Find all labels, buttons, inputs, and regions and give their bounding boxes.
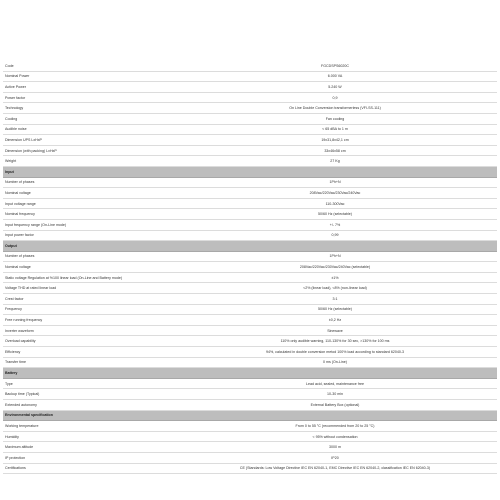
section-title: Environmental specification [3, 410, 497, 421]
spec-value: 6.000 VA [173, 71, 497, 82]
spec-value: 27 Kg [173, 156, 497, 167]
spec-value: < 95% without condensation [173, 431, 497, 442]
spec-row [3, 198, 497, 209]
spec-value: 50/60 Hz (selectable) [173, 304, 497, 315]
spec-row [3, 156, 497, 167]
spec-row [3, 230, 497, 241]
spec-value: IP20 [173, 452, 497, 463]
spec-value: Sinewave [173, 325, 497, 336]
spec-value: 5.240 W [173, 82, 497, 93]
spec-value: 1Ph+N [173, 177, 497, 188]
spec-label: Humidity [3, 431, 173, 442]
spec-value: 10-30 min [173, 389, 497, 400]
spec-row [3, 219, 497, 230]
spec-value: 110% only audible warning, 110-130% for 30 sec, >130% for 100 ms [173, 336, 497, 347]
specifications-table-body [3, 61, 497, 474]
spec-row [3, 463, 497, 474]
spec-label: Code [3, 61, 173, 71]
spec-row [3, 336, 497, 347]
spec-row [3, 272, 497, 283]
spec-row [3, 82, 497, 93]
spec-label: Active Power [3, 82, 173, 93]
spec-label: Efficiency [3, 347, 173, 358]
section-header-row [3, 368, 497, 379]
spec-row [3, 421, 497, 432]
spec-value: 0,9 [173, 92, 497, 103]
spec-row [3, 378, 497, 389]
spec-row [3, 103, 497, 114]
spec-value: 50/60 Hz (selectable) [173, 209, 497, 220]
spec-label: Maximum altitude [3, 442, 173, 453]
spec-row [3, 431, 497, 442]
section-header-row [3, 410, 497, 421]
spec-row [3, 135, 497, 146]
spec-value: CE (Standards: Low Voltage Directive IEC EN 62040-1, EMC Directive IEC EN 62040-2, classification IEC EN 62040-3) [173, 463, 497, 474]
spec-row [3, 325, 497, 336]
spec-row [3, 400, 497, 411]
spec-label: Free running frequency [3, 315, 173, 326]
spec-label: Dimension (with packing) LxHxP [3, 145, 173, 156]
spec-value: On Line Double Conversion transformerless (VFI-SS-111) [173, 103, 497, 114]
spec-row [3, 347, 497, 358]
spec-value: <2% (linear load), <8% (non-linear load) [173, 283, 497, 294]
spec-label: Type [3, 378, 173, 389]
spec-row [3, 294, 497, 305]
section-title: Battery [3, 368, 497, 379]
spec-row [3, 177, 497, 188]
spec-row [3, 113, 497, 124]
spec-value: 110-300Vac [173, 198, 497, 209]
spec-sheet [3, 61, 497, 474]
spec-value: 1Ph+N [173, 251, 497, 262]
spec-label: Number of phases [3, 251, 173, 262]
spec-label: Working temperature [3, 421, 173, 432]
spec-row [3, 61, 497, 71]
spec-value: ±1% [173, 272, 497, 283]
spec-value: ±0,2 Hz [173, 315, 497, 326]
spec-label: Nominal voltage [3, 262, 173, 273]
spec-label: Overload capability [3, 336, 173, 347]
spec-value: From 0 to 55 °C (recommended from 20 to 25 °C) [173, 421, 497, 432]
spec-label: Technology [3, 103, 173, 114]
spec-row [3, 262, 497, 273]
spec-label: Transfer time [3, 357, 173, 368]
spec-label: Crest factor [3, 294, 173, 305]
spec-value: Lead acid, sealed, maintenance free [173, 378, 497, 389]
spec-row [3, 188, 497, 199]
spec-label: Nominal Power [3, 71, 173, 82]
spec-row [3, 145, 497, 156]
spec-row [3, 389, 497, 400]
spec-row [3, 124, 497, 135]
spec-label: Power factor [3, 92, 173, 103]
spec-label: Input power factor [3, 230, 173, 241]
spec-value: 208Vac/220Vac/230Vac/240Vac (selectable) [173, 262, 497, 273]
spec-row [3, 357, 497, 368]
spec-label: Backup time (Typical) [3, 389, 173, 400]
section-header-row [3, 241, 497, 252]
spec-label: Input frequency range (On-Line mode) [3, 219, 173, 230]
section-title: Output [3, 241, 497, 252]
section-header-row [3, 166, 497, 177]
spec-label: Weight [3, 156, 173, 167]
spec-label: Static voltage Regulation at %100 linear load (On-Line and Battery mode) [3, 272, 173, 283]
spec-value: 3:1 [173, 294, 497, 305]
spec-label: Audible noise [3, 124, 173, 135]
spec-label: Number of phases [3, 177, 173, 188]
spec-row [3, 452, 497, 463]
spec-row [3, 209, 497, 220]
spec-label: IP protection [3, 452, 173, 463]
spec-row [3, 315, 497, 326]
spec-value: 208Vac/220Vac/230Vac/240Vac [173, 188, 497, 199]
spec-row [3, 304, 497, 315]
spec-row [3, 251, 497, 262]
spec-value: 3000 m [173, 442, 497, 453]
spec-label: Voltage THD at rated linear load [3, 283, 173, 294]
spec-value: < 65 dBA to 1 m [173, 124, 497, 135]
spec-label: Nominal voltage [3, 188, 173, 199]
spec-value: FGCDSPS6020C [173, 61, 497, 71]
spec-row [3, 283, 497, 294]
spec-label: Input voltage range [3, 198, 173, 209]
spec-value: 0 ms (On-Line) [173, 357, 497, 368]
section-title: Input [3, 166, 497, 177]
spec-value: +/- 7% [173, 219, 497, 230]
specifications-table [3, 61, 497, 474]
spec-label: Certifications [3, 463, 173, 474]
spec-value: 33x46x58 cm [173, 145, 497, 156]
spec-value: Fan cooling [173, 113, 497, 124]
spec-label: Dimension UPS LxHxP [3, 135, 173, 146]
spec-label: Nominal frequency [3, 209, 173, 220]
spec-value: 19x31,8x42,1 cm [173, 135, 497, 146]
spec-value: 0,99 [173, 230, 497, 241]
spec-label: Extended autonomy [3, 400, 173, 411]
spec-value: 94%, calculated in double conversion metod 100% load according to standard 62040-3 [173, 347, 497, 358]
spec-row [3, 71, 497, 82]
spec-label: Cooling [3, 113, 173, 124]
spec-row [3, 442, 497, 453]
spec-row [3, 92, 497, 103]
spec-value: External Battery Box (optional) [173, 400, 497, 411]
spec-label: Frequency [3, 304, 173, 315]
spec-label: Inverter waveform [3, 325, 173, 336]
